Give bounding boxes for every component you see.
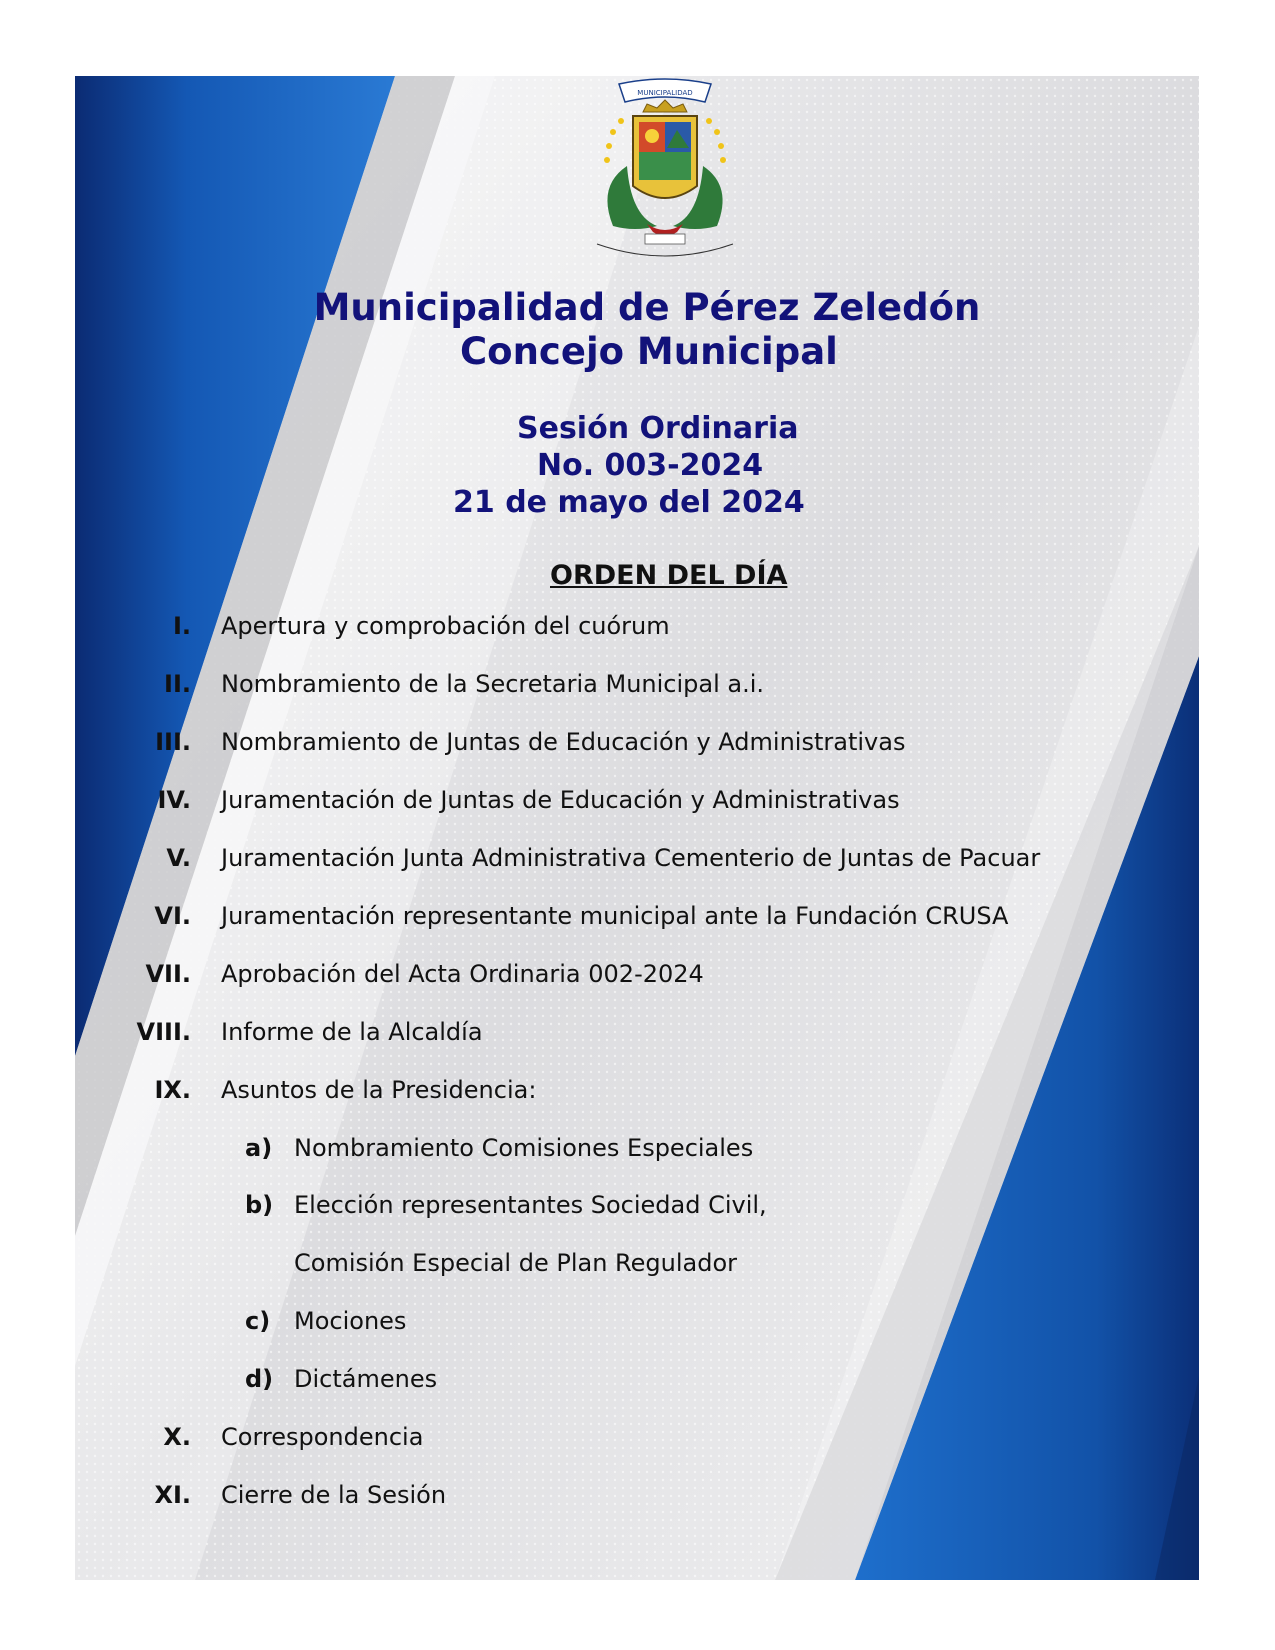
sub-item-text: Dictámenes bbox=[294, 1365, 438, 1393]
council-title: Concejo Municipal bbox=[460, 330, 838, 373]
item-text: Juramentación representante municipal ante la Fundación CRUSA bbox=[221, 902, 1009, 930]
item-text: Correspondencia bbox=[221, 1423, 424, 1451]
item-number: IX. bbox=[154, 1076, 191, 1104]
item-text: Juramentación Junta Administrativa Cementerio de Juntas de Pacuar bbox=[221, 844, 1041, 872]
item-number: VI. bbox=[154, 902, 191, 930]
item-number: VII. bbox=[145, 960, 191, 988]
sub-item-text: Nombramiento Comisiones Especiales bbox=[294, 1134, 754, 1162]
item-number: V. bbox=[166, 844, 191, 872]
item-number: XI. bbox=[154, 1481, 191, 1509]
item-text: Asuntos de la Presidencia: bbox=[221, 1076, 537, 1104]
item-number: III. bbox=[155, 728, 191, 756]
svg-text:MUNICIPALIDAD: MUNICIPALIDAD bbox=[637, 89, 693, 97]
item-number: IV. bbox=[157, 786, 191, 814]
sub-item-letter: d) bbox=[245, 1365, 274, 1393]
sub-item-text: Comisión Especial de Plan Regulador bbox=[294, 1249, 738, 1277]
sub-item-letter: c) bbox=[245, 1307, 271, 1335]
item-number: I. bbox=[172, 612, 191, 640]
item-text: Informe de la Alcaldía bbox=[221, 1018, 483, 1046]
municipal-seal-logo bbox=[587, 76, 743, 262]
item-number: VIII. bbox=[136, 1018, 191, 1046]
document-card bbox=[75, 76, 1199, 1580]
sub-item-text: Mociones bbox=[294, 1307, 407, 1335]
session-number: No. 003-2024 bbox=[537, 448, 764, 483]
item-text: Juramentación de Juntas de Educación y Administrativas bbox=[221, 786, 900, 814]
sub-item-letter: b) bbox=[245, 1191, 274, 1219]
item-number: X. bbox=[163, 1423, 191, 1451]
agenda-title: ORDEN DEL DÍA bbox=[550, 560, 788, 591]
org-title: Municipalidad de Pérez Zeledón bbox=[313, 286, 981, 329]
session-type: Sesión Ordinaria bbox=[517, 411, 799, 446]
sub-item-letter: a) bbox=[245, 1134, 273, 1162]
item-text: Apertura y comprobación del cuórum bbox=[221, 612, 670, 640]
session-date: 21 de mayo del 2024 bbox=[453, 485, 805, 520]
item-text: Aprobación del Acta Ordinaria 002-2024 bbox=[221, 960, 704, 988]
item-text: Nombramiento de Juntas de Educación y Administrativas bbox=[221, 728, 906, 756]
item-text: Cierre de la Sesión bbox=[221, 1481, 447, 1509]
sub-item-text: Elección representantes Sociedad Civil, bbox=[294, 1191, 767, 1219]
item-text: Nombramiento de la Secretaria Municipal a.i. bbox=[221, 670, 765, 698]
item-number: II. bbox=[164, 670, 191, 698]
